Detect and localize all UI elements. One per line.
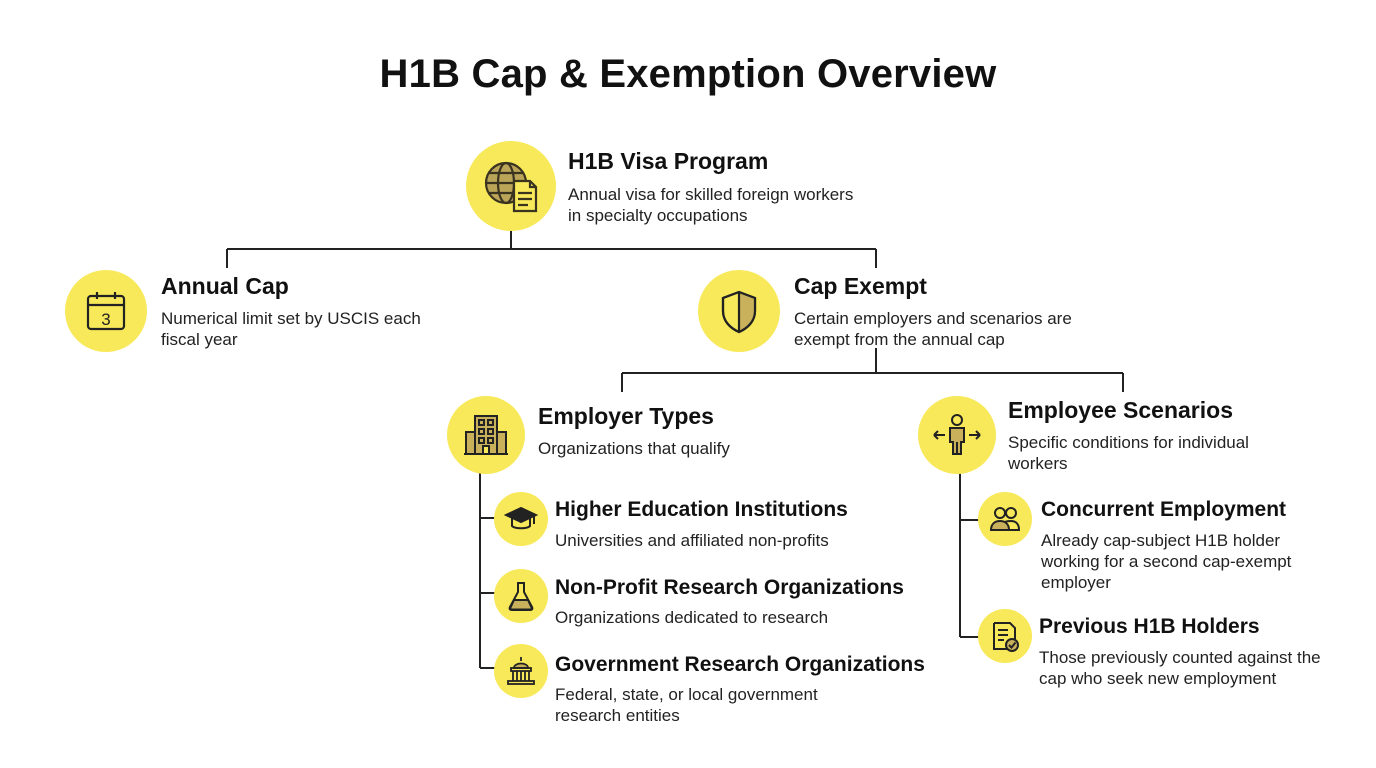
certificate-check-icon xyxy=(978,609,1032,663)
employer-item-description: Organizations dedicated to research xyxy=(555,608,829,627)
employee-scenarios-description: Specific conditions for individual workers xyxy=(1008,433,1249,473)
employer-types-description: Organizations that qualify xyxy=(538,439,730,458)
cap-exempt-description: Certain employers and scenarios are exempt from the annual cap xyxy=(794,309,1072,349)
employer-item-title: Higher Education Institutions xyxy=(555,498,848,521)
calendar-icon xyxy=(65,270,147,352)
employer-types-title: Employer Types xyxy=(538,403,714,429)
annual-cap-title: Annual Cap xyxy=(161,273,289,299)
two-people-icon xyxy=(978,492,1032,546)
graduation-cap-icon xyxy=(494,492,548,546)
employer-item-title: Government Research Organizations xyxy=(555,653,925,676)
root-description: Annual visa for skilled foreign workers in specialty occupations xyxy=(568,185,854,225)
scenario-item-description: Already cap-subject H1B holder working for a second cap-exempt employer xyxy=(1041,531,1292,592)
cap-exempt-title: Cap Exempt xyxy=(794,273,927,299)
employee-scenarios-title: Employee Scenarios xyxy=(1008,397,1233,423)
scenario-item-title: Previous H1B Holders xyxy=(1039,615,1260,638)
building-icon xyxy=(447,396,525,474)
employer-item-description: Universities and affiliated non-profits xyxy=(555,531,829,550)
root-title: H1B Visa Program xyxy=(568,148,769,174)
page-title: H1B Cap & Exemption Overview xyxy=(379,52,997,96)
scenario-item-title: Concurrent Employment xyxy=(1041,498,1287,521)
globe-document-icon xyxy=(466,141,556,231)
calendar-icon-number: 3 xyxy=(101,310,111,329)
employer-item-description: Federal, state, or local government research entities xyxy=(555,685,818,725)
scenario-item-description: Those previously counted against the cap who seek new employment xyxy=(1039,648,1321,688)
shield-icon xyxy=(698,270,780,352)
flask-icon xyxy=(494,569,548,623)
person-arrows-icon xyxy=(918,396,996,474)
capitol-icon xyxy=(494,644,548,698)
annual-cap-description: Numerical limit set by USCIS each fiscal year xyxy=(161,309,421,349)
employer-item-title: Non-Profit Research Organizations xyxy=(555,576,904,599)
